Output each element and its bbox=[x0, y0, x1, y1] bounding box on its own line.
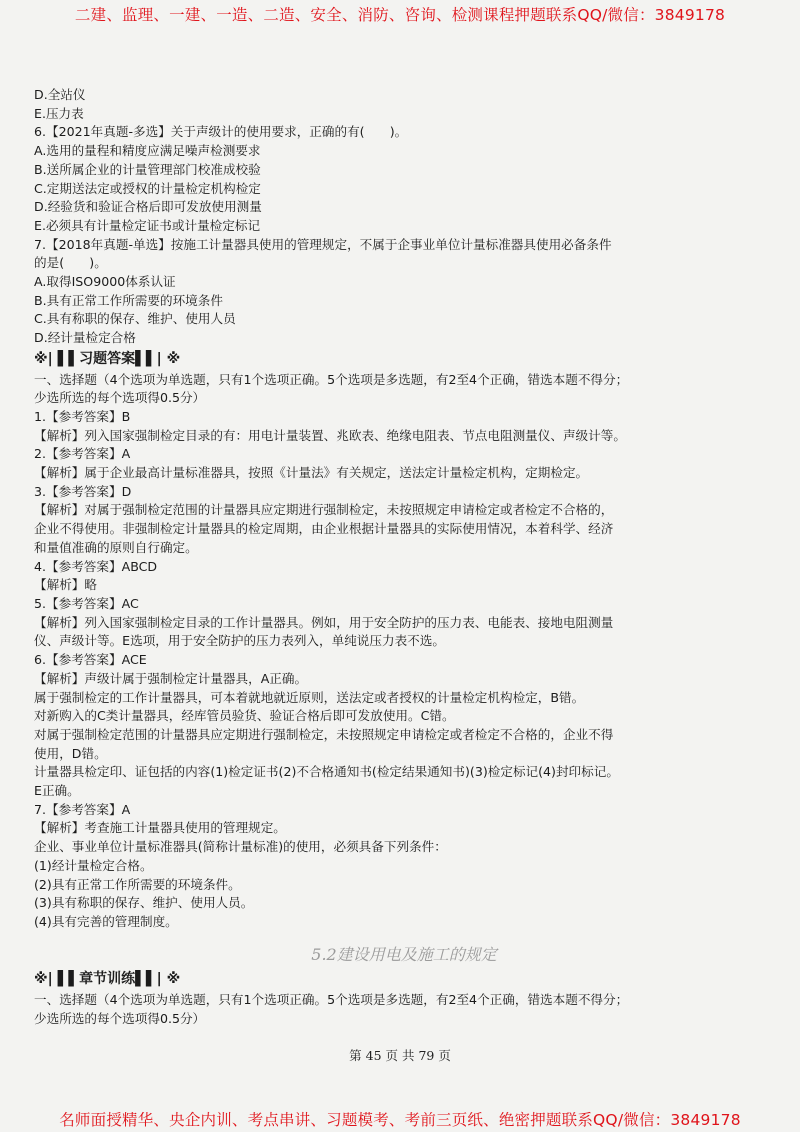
text-line: 企业不得使用。非强制检定计量器具的检定周期，由企业根据计量器具的实际使用情况，本着科学、经济 bbox=[34, 521, 614, 537]
text-line: (4)具有完善的管理制度。 bbox=[34, 913, 178, 929]
document-body bbox=[34, 86, 774, 1028]
text-line: 一、选择题（4个选项为单选题，只有1个选项正确。5个选项是多选题，有2至4个正确，错选本题不得分； bbox=[34, 371, 629, 387]
text-line: B.送所属企业的计量管理部门校准成校验 bbox=[34, 161, 261, 177]
text-line: D.全站仪 bbox=[34, 87, 86, 102]
text-line: 【解析】声级计属于强制检定计量器具，A正确。 bbox=[34, 670, 308, 686]
text-line: A.选用的量程和精度应满足噪声检测要求 bbox=[34, 143, 261, 159]
text-line: 【解析】列入国家强制检定目录的工作计量器具。例如，用于安全防护的压力表、电能表、接地电阻测量 bbox=[34, 614, 614, 630]
text-line: E.压力表 bbox=[34, 105, 84, 121]
text-line: (2)具有正常工作所需要的环境条件。 bbox=[34, 876, 241, 892]
bottom-banner: 名师面授精华、央企内训、考点串讲、习题模考、考前三页纸、绝密押题联系QQ/微信：3849178 bbox=[59, 1111, 741, 1129]
text-line: E正确。 bbox=[34, 783, 80, 799]
text-line: 计量器具检定印、证包括的内容(1)检定证书(2)不合格通知书(检定结果通知书)(3)检定标记(4)封印标记。 bbox=[34, 764, 619, 780]
text-line: 【解析】考查施工计量器具使用的管理规定。 bbox=[34, 820, 286, 836]
text-line: 6.【参考答案】ACE bbox=[34, 652, 147, 668]
page-number: 第 45 页 共 79 页 bbox=[349, 1048, 451, 1063]
text-line: 7.【2018年真题-单选】按施工计量器具使用的管理规定，不属于企事业单位计量标准器具使用必备条件 bbox=[34, 236, 612, 252]
text-line: 【解析】对属于强制检定范围的计量器具应定期进行强制检定，未按照规定申请检定或者检定不合格的， bbox=[34, 502, 614, 518]
text-line: 7.【参考答案】A bbox=[34, 801, 131, 817]
text-line: 企业、事业单位计量标准器具(简称计量标准)的使用，必须具备下列条件： bbox=[34, 839, 447, 855]
text-line: 少选所选的每个选项得0.5分） bbox=[34, 390, 206, 406]
training-heading: ※| ▌▌章节训练▌▌| ※ bbox=[34, 971, 181, 988]
text-line: D.经计量检定合格 bbox=[34, 330, 136, 346]
text-line: 【解析】列入国家强制检定目录的有：用电计量装置、兆欧表、绝缘电阻表、节点电阻测量仪、声级计等。 bbox=[34, 427, 626, 443]
text-line: (3)具有称职的保存、维护、使用人员。 bbox=[34, 895, 254, 911]
text-line: 使用，D错。 bbox=[34, 745, 107, 761]
text-line: B.具有正常工作所需要的环境条件 bbox=[34, 292, 223, 308]
text-line: A.取得ISO9000体系认证 bbox=[34, 274, 176, 290]
training-block bbox=[34, 991, 774, 1028]
text-line: 属于强制检定的工作计量器具，可本着就地就近原则，送法定或者授权的计量检定机构检定，B错。 bbox=[34, 689, 585, 705]
text-line: 对属于强制检定范围的计量器具应定期进行强制检定，未按照规定申请检定或者检定不合格的，企业不得 bbox=[34, 726, 614, 742]
text-line: 3.【参考答案】D bbox=[34, 483, 132, 499]
section-title: 5.2建设用电及施工的规定 bbox=[311, 944, 497, 964]
answers-heading: ※| ▌▌习题答案▌▌| ※ bbox=[34, 350, 181, 367]
text-line: 仪、声级计等。E选项，用于安全防护的压力表列入，单纯说压力表不选。 bbox=[34, 633, 445, 649]
text-line: (1)经计量检定合格。 bbox=[34, 857, 153, 873]
top-banner: 二建、监理、一建、一造、二造、安全、消防、咨询、检测课程押题联系QQ/微信：3849178 bbox=[74, 6, 726, 24]
text-line: C.定期送法定或授权的计量检定机构检定 bbox=[34, 180, 261, 196]
text-line: D.经验货和验证合格后即可发放使用测量 bbox=[34, 199, 262, 215]
text-line: 4.【参考答案】ABCD bbox=[34, 558, 158, 574]
text-line: 【解析】属于企业最高计量标准器具，按照《计量法》有关规定，送法定计量检定机构，定期检定。 bbox=[34, 465, 589, 481]
questions-block bbox=[34, 86, 774, 348]
text-line: 1.【参考答案】B bbox=[34, 408, 131, 424]
text-line: 的是( )。 bbox=[34, 255, 107, 271]
text-line: 【解析】略 bbox=[34, 577, 97, 593]
text-line: E.必须具有计量检定证书或计量检定标记 bbox=[34, 217, 261, 233]
text-line: 和量值准确的原则自行确定。 bbox=[34, 539, 198, 555]
text-line: 6.【2021年真题-多选】关于声级计的使用要求，正确的有( )。 bbox=[34, 124, 408, 140]
text-line: 2.【参考答案】A bbox=[34, 446, 131, 462]
text-line: C.具有称职的保存、维护、使用人员 bbox=[34, 311, 236, 327]
text-line: 5.【参考答案】AC bbox=[34, 595, 139, 611]
text-line: 少选所选的每个选项得0.5分） bbox=[34, 1010, 206, 1026]
text-line: 对新购入的C类计量器具，经库管员验货、验证合格后即可发放使用。C错。 bbox=[34, 708, 455, 724]
answers-block bbox=[34, 371, 774, 932]
text-line: 一、选择题（4个选项为单选题，只有1个选项正确。5个选项是多选题，有2至4个正确，错选本题不得分； bbox=[34, 992, 629, 1008]
